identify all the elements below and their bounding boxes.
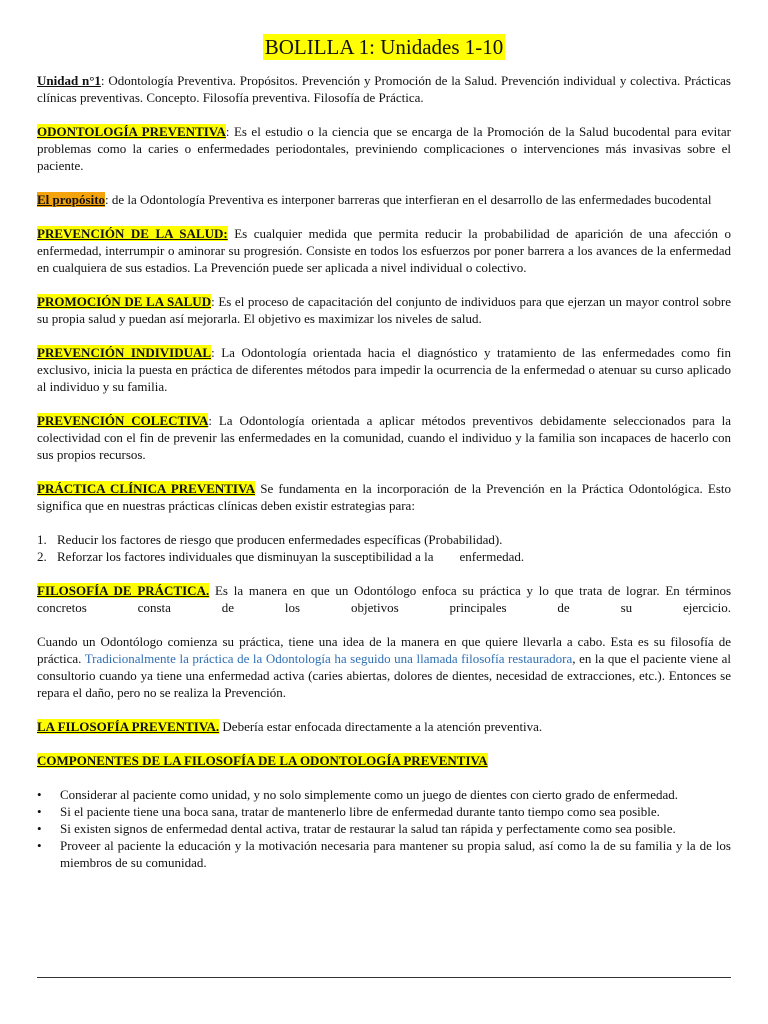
list-item-number: 2.	[37, 549, 47, 564]
bullet-icon: •	[37, 804, 42, 819]
prevencion-salud-text: Es cualquier medida que permita reducir la probabilidad de aparición de una afección o enfermedad, interrumpir o aminorar su progresión. Consiste en todos los esfuerzos por poner barrera a los avances de la enfermedad en cualquiera de sus estadios. La Prevención puede ser aplicada a nivel individual o colectivo.	[37, 226, 731, 275]
list-item-text: Si existen signos de enfermedad dental activa, tratar de restaurar la salud tan rápida y perfectamente como sea posible.	[60, 821, 676, 836]
filosofia-practica-term: FILOSOFÍA DE PRÁCTICA.	[37, 583, 210, 598]
page-title: BOLILLA 1: Unidades 1-10	[264, 35, 504, 59]
bullet-icon: •	[37, 787, 42, 802]
filosofia-preventiva-term: LA FILOSOFÍA PREVENTIVA.	[37, 719, 220, 734]
list-item	[37, 837, 731, 871]
prevencion-individual-term: PREVENCIÓN INDIVIDUAL	[37, 345, 212, 360]
list-item-text: Considerar al paciente como unidad, y no solo simplemente como un juego de dientes con cierto grado de enfermedad.	[60, 787, 679, 802]
promocion-salud-paragraph	[37, 293, 731, 327]
prevencion-colectiva-paragraph	[37, 412, 731, 463]
list-item-text: Si el paciente tiene una boca sana, tratar de mantenerlo libre de enfermedad durante tanto tiempo como sea posible.	[60, 804, 660, 819]
cuando-text-a: Cuando un Odontólogo comienza su práctica, tiene una idea de la manera en que quiere llevarla a cabo. Esta es su filosofía de práctica.	[37, 634, 731, 666]
practica-clinica-list	[37, 531, 731, 565]
prevencion-colectiva-term: PREVENCIÓN COLECTIVA	[37, 413, 209, 428]
unidad-text: : Odontología Preventiva. Propósitos. Prevención y Promoción de la Salud. Prevención individual y colectiva. Prácticas clínicas preventivas. Concepto. Filosofía preventiva. Filosofía de Práctica.	[37, 73, 731, 105]
list-item-text: Proveer al paciente la educación y la motivación necesaria para mantener su propia salud, así como la de su familia y la de los miembros de su comunidad.	[60, 838, 731, 870]
odontologia-preventiva-text: : Es el estudio o la ciencia que se encarga de la Promoción de la Salud bucodental para evitar problemas como la caries o enfermedades periodontales, previniendo complicaciones o intervenciones más invasivas sobre el paciente.	[37, 124, 731, 173]
odontologia-preventiva-term: ODONTOLOGÍA PREVENTIVA	[37, 124, 226, 139]
filosofia-preventiva-text: Debería estar enfocada directamente a la atención preventiva.	[219, 719, 543, 734]
componentes-heading: COMPONENTES DE LA FILOSOFÍA DE LA ODONTOLOGÍA PREVENTIVA	[37, 753, 488, 768]
cuando-text-blue: Tradicionalmente la práctica de la Odontología ha seguido una llamada filosofía restauradora	[84, 651, 573, 666]
list-item	[37, 803, 731, 820]
prevencion-colectiva-text: : La Odontología orientada a aplicar métodos preventivos debidamente seleccionados para la colectividad con el fin de prevenir las enfermedades en la comunidad, cuando el individuo y la familia son incapaces de hacerlo con sus propios recursos.	[37, 413, 731, 462]
list-item	[37, 820, 731, 837]
prevencion-individual-text: : La Odontología orientada hacia el diagnóstico y tratamiento de las enfermedades como fin exclusivo, inicia la puesta en práctica de diferentes métodos para impedir la ocurrencia de la enfermedad o atenuar su curso aplicado al individuo y su familia.	[37, 345, 731, 394]
unidad-paragraph	[37, 72, 731, 106]
list-item	[37, 531, 731, 548]
practica-clinica-term: PRÁCTICA CLÍNICA PREVENTIVA	[37, 481, 256, 496]
practica-clinica-paragraph	[37, 480, 731, 514]
list-item-number: 1.	[37, 532, 47, 547]
list-item-text: Reducir los factores de riesgo que producen enfermedades específicas (Probabilidad).	[57, 532, 503, 547]
promocion-salud-term: PROMOCIÓN DE LA SALUD	[37, 294, 212, 309]
odontologia-preventiva-paragraph	[37, 123, 731, 174]
promocion-salud-text: : Es el proceso de capacitación del conjunto de individuos para que ejerzan un mayor control sobre su propia salud y puedan así mejorarla. El objetivo es maximizar los niveles de salud.	[37, 294, 731, 326]
list-item	[37, 548, 731, 565]
bullet-icon: •	[37, 821, 42, 836]
componentes-list	[37, 786, 731, 871]
bullet-icon: •	[37, 838, 42, 853]
unidad-label: Unidad n°1	[37, 73, 101, 88]
list-item	[37, 786, 731, 803]
proposito-text: : de la Odontología Preventiva es interponer barreras que interfieran en el desarrollo de las enfermedades bucodental	[105, 192, 712, 207]
bottom-rule	[37, 977, 731, 978]
filosofia-preventiva-paragraph	[37, 718, 731, 735]
filosofia-practica-block	[37, 582, 731, 616]
prevencion-individual-paragraph	[37, 344, 731, 395]
prevencion-salud-paragraph	[37, 225, 731, 276]
practica-clinica-text: Se fundamenta en la incorporación de la Prevención en la Práctica Odontológica. Esto significa que en nuestras prácticas clínicas deben existir estrategias para:	[37, 481, 731, 513]
list-item-text: Reforzar los factores individuales que disminuyan la susceptibilidad a la enfermedad.	[57, 549, 525, 564]
cuando-text-b: , en la que el paciente viene al consultorio cuando ya tiene una enfermedad activa (caries abiertas, dolores de dientes, necesidad de extracciones, etc.). Entonces se repara el daño, pero no se realiza la Prevención.	[37, 651, 731, 700]
proposito-term: El propósito	[37, 192, 106, 207]
title-wrap	[37, 34, 731, 60]
filosofia-practica-text: Es la manera en que un Odontólogo enfoca su práctica y lo que trata de lograr. En términos concretos consta de los objetivos principales de su ejercicio.	[37, 583, 732, 615]
componentes-heading-paragraph	[37, 752, 731, 769]
proposito-paragraph	[37, 191, 731, 208]
filosofia-practica-paragraph	[37, 582, 731, 616]
prevencion-salud-term: PREVENCIÓN DE LA SALUD:	[37, 226, 228, 241]
cuando-paragraph	[37, 633, 731, 701]
